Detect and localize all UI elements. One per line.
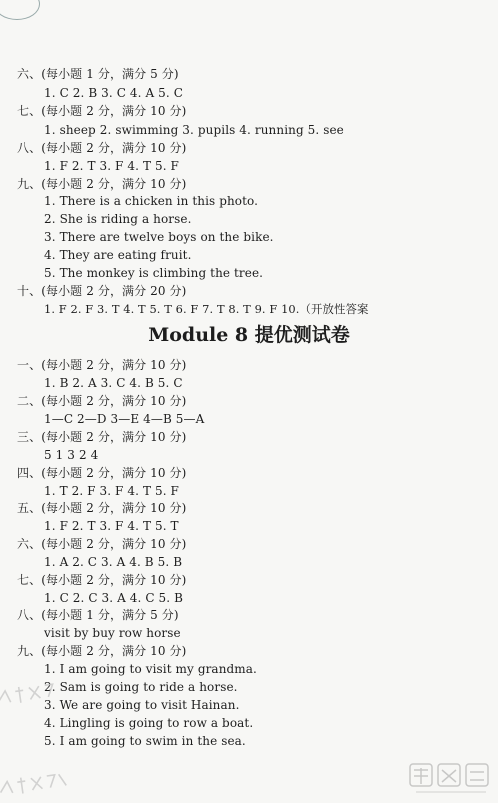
module-section-4-answers: 1. T 2. F 3. F 4. T 5. F xyxy=(44,484,179,498)
section-10-answers: 1. F 2. F 3. T 4. T 5. T 6. F 7. T 8. T 9. F 10.（开放性答案 xyxy=(44,302,369,316)
module-section-5-answers: 1. F 2. T 3. F 4. T 5. T xyxy=(44,519,179,533)
corner-stamp xyxy=(0,0,40,20)
watermark-logo xyxy=(408,760,494,796)
section-9-heading: 九、(每小题 2 分，满分 10 分) xyxy=(17,177,187,191)
module-title xyxy=(0,322,498,348)
module-section-9-answer-2: 2. Sam is going to ride a horse. xyxy=(44,680,238,694)
module-section-6-heading: 六、(每小题 2 分，满分 10 分) xyxy=(17,537,187,551)
module-section-8-heading: 八、(每小题 1 分，满分 5 分) xyxy=(17,608,179,622)
module-section-9-answer-1: 1. I am going to visit my grandma. xyxy=(44,662,257,676)
module-section-9-heading: 九、(每小题 2 分，满分 10 分) xyxy=(17,644,187,658)
module-section-2-heading: 二、(每小题 2 分，满分 10 分) xyxy=(17,394,187,408)
module-section-7-answers: 1. C 2. C 3. A 4. C 5. B xyxy=(44,591,184,605)
module-section-4-heading: 四、(每小题 2 分，满分 10 分) xyxy=(17,466,187,480)
module-title-zh: 提优测试卷 xyxy=(254,324,350,346)
module-section-2-answers: 1—C 2—D 3—E 4—B 5—A xyxy=(44,412,205,426)
module-section-9-answer-4: 4. Lingling is going to row a boat. xyxy=(44,716,254,730)
section-10-heading: 十、(每小题 2 分，满分 20 分) xyxy=(17,284,187,298)
module-section-7-heading: 七、(每小题 2 分，满分 10 分) xyxy=(17,573,187,587)
module-section-1-heading: 一、(每小题 2 分，满分 10 分) xyxy=(17,358,187,372)
section-6-answers: 1. C 2. B 3. C 4. A 5. C xyxy=(44,86,184,100)
section-6-heading: 六、(每小题 1 分，满分 5 分) xyxy=(17,67,179,81)
section-9-answer-2: 2. She is riding a horse. xyxy=(44,212,192,226)
module-title-en: Module 8 xyxy=(148,324,249,346)
section-7-answers: 1. sheep 2. swimming 3. pupils 4. running 5. see xyxy=(44,123,344,137)
module-section-3-answers: 5 1 3 2 4 xyxy=(44,448,99,462)
module-section-8-answers: visit by buy row horse xyxy=(44,626,181,640)
module-section-9-answer-3: 3. We are going to visit Hainan. xyxy=(44,698,240,712)
section-7-heading: 七、(每小题 2 分，满分 10 分) xyxy=(17,104,187,118)
module-section-1-answers: 1. B 2. A 3. C 4. B 5. C xyxy=(44,376,183,390)
module-section-5-heading: 五、(每小题 2 分，满分 10 分) xyxy=(17,501,187,515)
module-section-3-heading: 三、(每小题 2 分，满分 10 分) xyxy=(17,430,187,444)
module-section-9-answer-5: 5. I am going to swim in the sea. xyxy=(44,734,246,748)
section-9-answer-5: 5. The monkey is climbing the tree. xyxy=(44,266,264,280)
section-9-answer-4: 4. They are eating fruit. xyxy=(44,248,192,262)
section-8-answers: 1. F 2. T 3. F 4. T 5. F xyxy=(44,159,179,173)
module-section-6-answers: 1. A 2. C 3. A 4. B 5. B xyxy=(44,555,183,569)
section-9-answer-3: 3. There are twelve boys on the bike. xyxy=(44,230,274,244)
section-9-answer-1: 1. There is a chicken in this photo. xyxy=(44,194,259,208)
watermark-left-bottom xyxy=(0,769,69,803)
section-8-heading: 八、(每小题 2 分，满分 10 分) xyxy=(17,141,187,155)
